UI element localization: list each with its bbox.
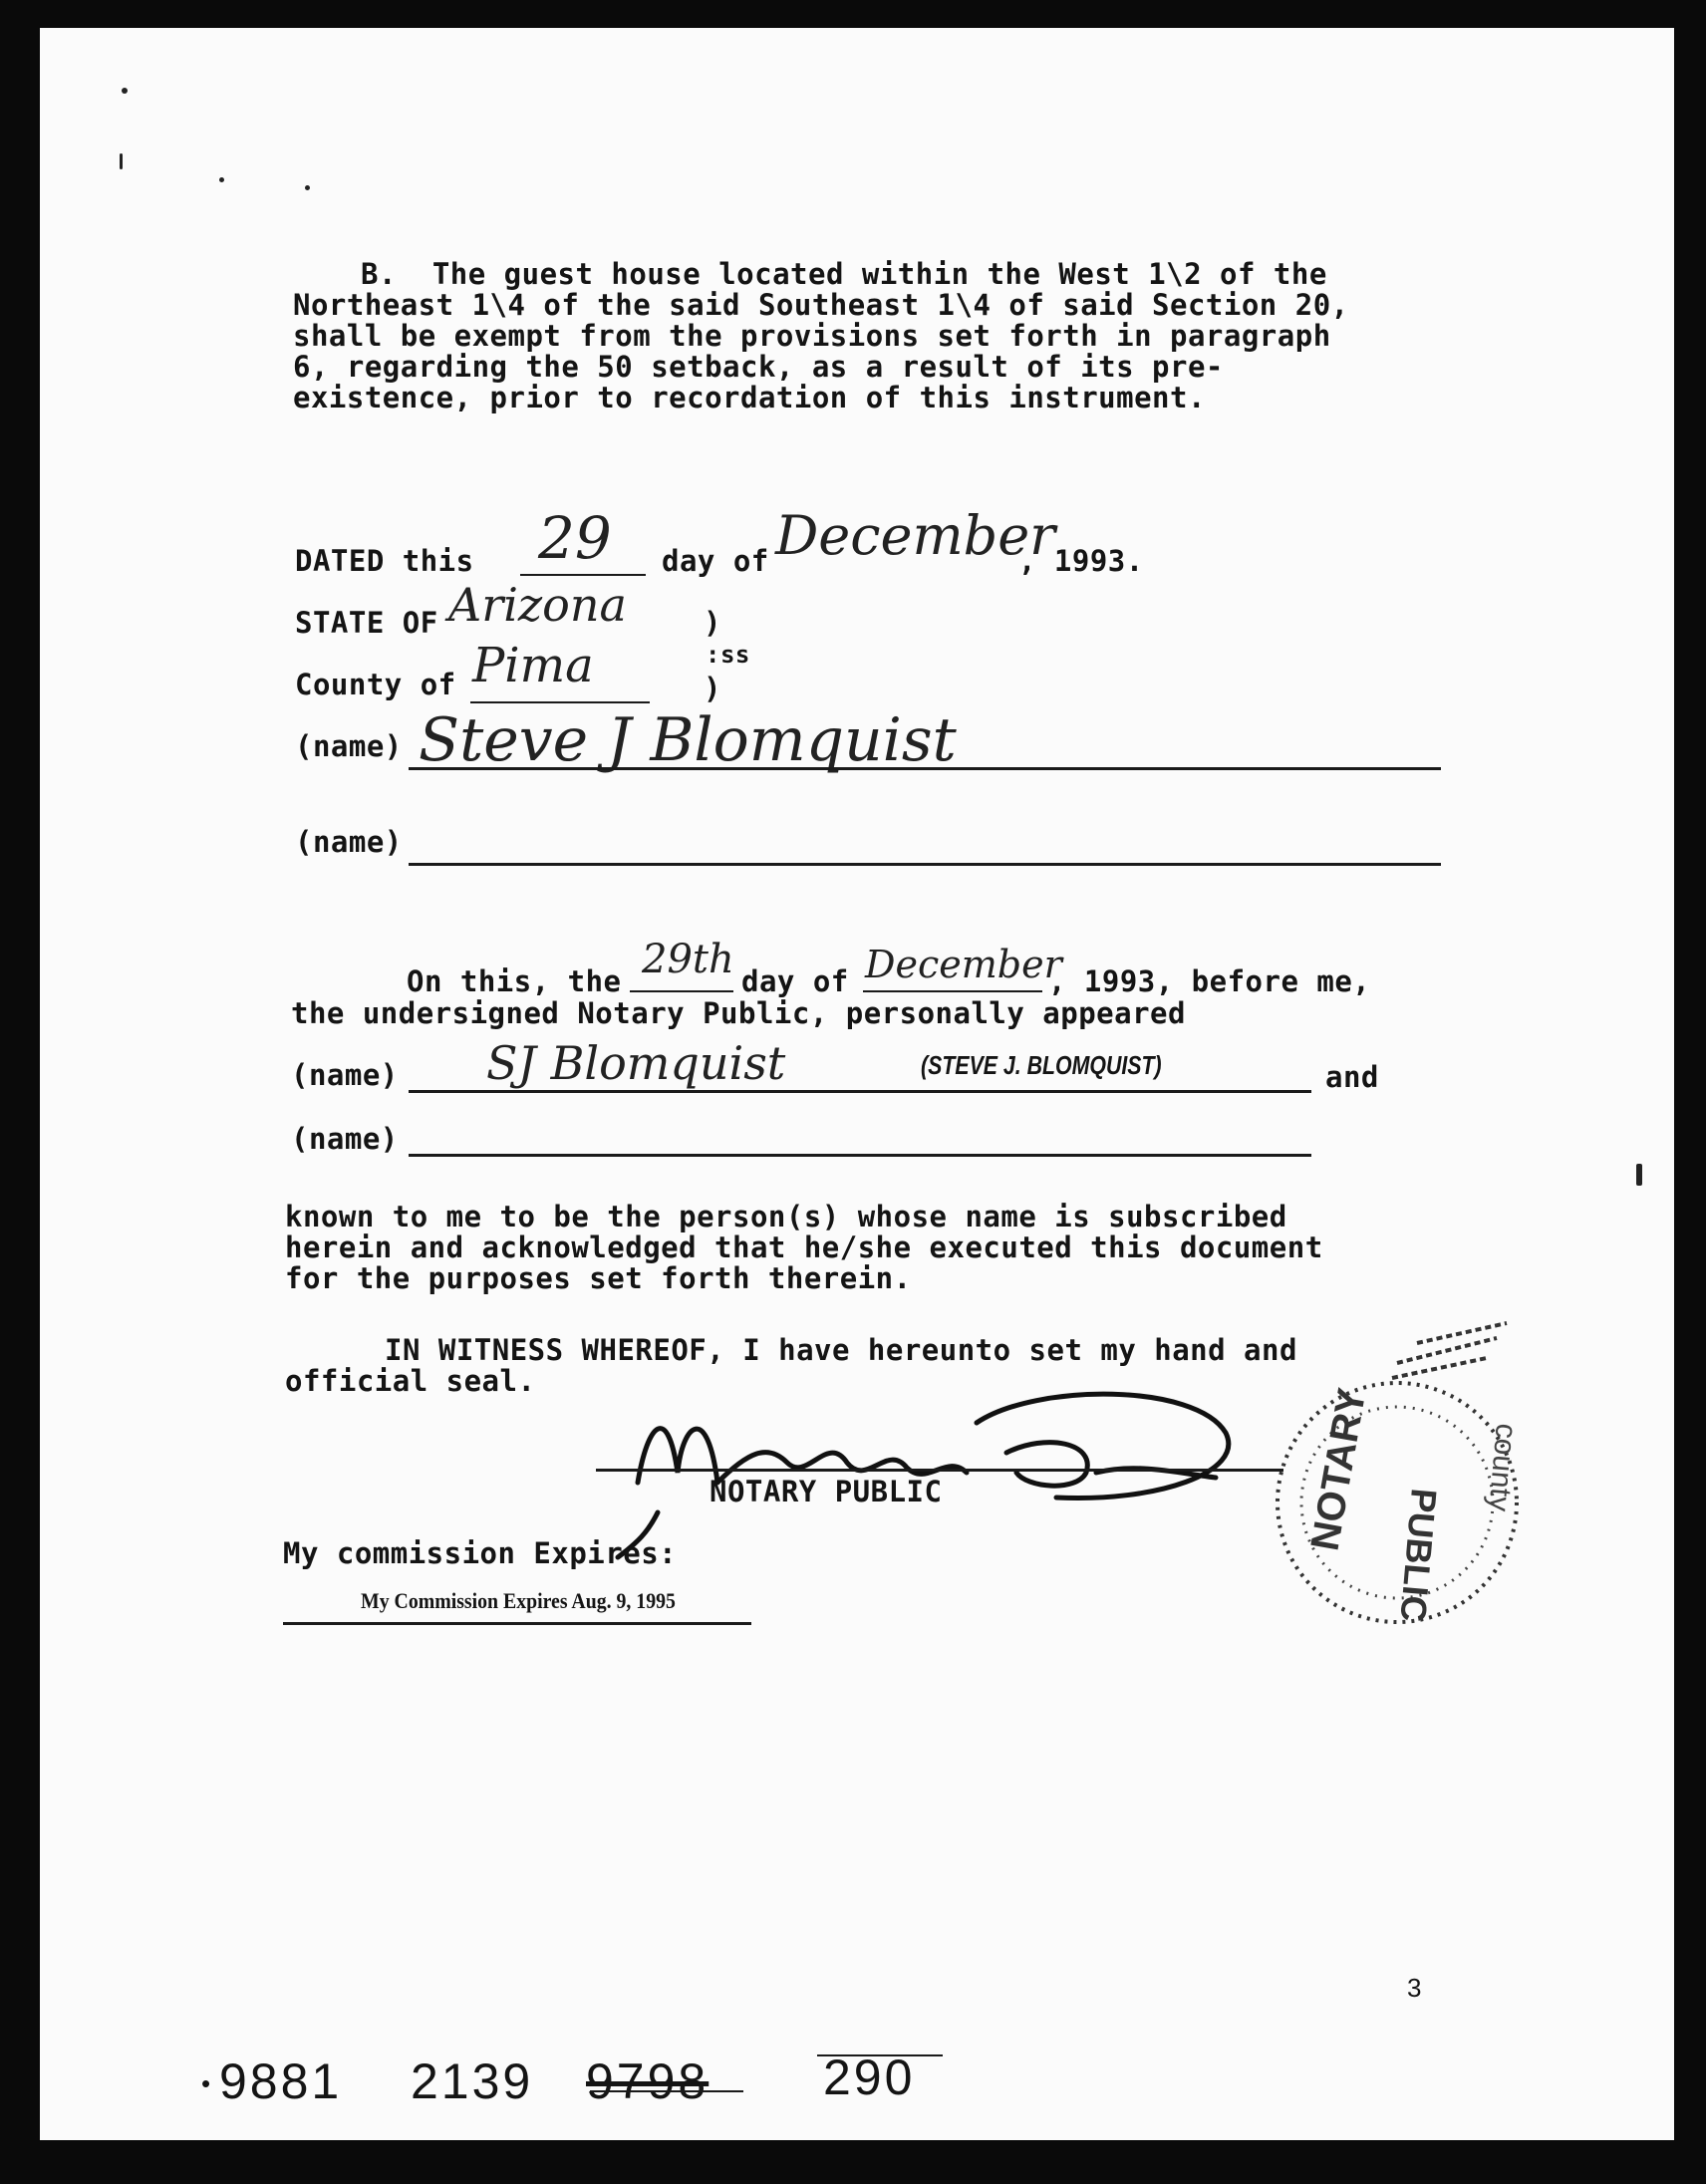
ack-line-2: the undersigned Notary Public, personally appeared xyxy=(291,996,1186,1030)
state-value-handwritten: Arizona xyxy=(448,578,627,632)
state-bracket: ) xyxy=(704,606,721,640)
known-line-1: known to me to be the person(s) whose name is subscribed xyxy=(285,1200,1287,1233)
footer-number-4: 290 xyxy=(823,2049,916,2105)
commission-line xyxy=(283,1622,751,1625)
county-value-handwritten: Pima xyxy=(472,638,594,693)
page-number: 3 xyxy=(1407,1973,1422,2003)
ack-month-handwritten: December xyxy=(865,943,1062,986)
state-label: STATE OF xyxy=(295,606,438,640)
county-label: County of xyxy=(295,668,456,701)
paragraph-b-line-1: B. The guest house located within the West 1\2 of the xyxy=(361,257,1327,291)
ack-name-label-2: (name) xyxy=(291,1122,399,1156)
dated-day-line xyxy=(520,574,646,576)
notary-seal xyxy=(1228,1303,1547,1662)
dated-prefix: DATED this xyxy=(295,544,474,578)
footer-number-2: 2139 xyxy=(411,2053,534,2109)
ack-name-suffix: and xyxy=(1325,1060,1379,1094)
document-page xyxy=(40,28,1674,2140)
footer-number-3: 9798 xyxy=(586,2053,710,2109)
county-value-line xyxy=(470,701,650,703)
ack-part-3: , 1993, before me, xyxy=(1048,964,1371,998)
name-label-2: (name) xyxy=(295,825,403,859)
name-line-1 xyxy=(409,767,1441,770)
footer-underline-1 xyxy=(590,2090,743,2092)
dated-middle: day of xyxy=(662,544,769,578)
name-label-1: (name) xyxy=(295,729,403,763)
ss-label: :ss xyxy=(706,641,750,669)
footer-overline-2 xyxy=(817,2054,943,2056)
ack-name-line-2 xyxy=(409,1154,1311,1157)
ack-name-label-1: (name) xyxy=(291,1058,399,1092)
notary-signature xyxy=(578,1363,1276,1562)
paragraph-b-line-5: existence, prior to recordation of this instrument. xyxy=(293,381,1206,414)
scan-speck xyxy=(1636,1164,1642,1186)
ack-name-line-1 xyxy=(409,1090,1311,1093)
witness-line-1: IN WITNESS WHEREOF, I have hereunto set my hand and xyxy=(385,1333,1297,1367)
known-line-2: herein and acknowledged that he/she executed this document xyxy=(285,1230,1323,1264)
paragraph-b-line-2: Northeast 1\4 of the said Southeast 1\4 of said Section 20, xyxy=(293,288,1349,322)
seal-text-top: NOTARY xyxy=(1302,1384,1375,1554)
witness-line-2: official seal. xyxy=(285,1364,536,1398)
paragraph-b-line-3: shall be exempt from the provisions set forth in paragraph xyxy=(293,319,1331,353)
ack-name-printed-1: (STEVE J. BLOMQUIST) xyxy=(921,1050,1162,1080)
notary-signature-line xyxy=(596,1469,1283,1472)
scan-speck xyxy=(122,88,128,94)
name-signature-1: Steve J Blomquist xyxy=(419,705,957,775)
ack-part-2: day of xyxy=(741,964,849,998)
seal-text-mid: PUBLIC xyxy=(1392,1487,1445,1624)
scan-speck xyxy=(120,153,123,169)
dated-year: , 1993. xyxy=(1018,544,1144,578)
paragraph-b-line-4: 6, regarding the 50 setback, as a result of its pre- xyxy=(293,350,1224,384)
notary-label: NOTARY PUBLIC xyxy=(710,1475,943,1508)
scan-speck xyxy=(219,177,224,182)
footer-number-1: 9881 xyxy=(219,2053,343,2109)
ack-part-1: On this, the xyxy=(407,964,622,998)
commission-label: My commission Expires: xyxy=(283,1536,678,1570)
footer-mark: • xyxy=(201,2068,211,2098)
name-line-2 xyxy=(409,863,1441,866)
known-line-3: for the purposes set forth therein. xyxy=(285,1261,912,1295)
county-bracket: ) xyxy=(704,672,721,705)
ack-day-handwritten: 29th xyxy=(642,937,734,982)
ack-day-line xyxy=(630,990,733,992)
scan-speck xyxy=(305,185,310,190)
ack-name-signature-1: SJ Blomquist xyxy=(486,1036,786,1090)
ack-month-line xyxy=(863,990,1042,992)
dated-month-handwritten: December xyxy=(775,504,1055,567)
seal-text-right: county xyxy=(1482,1422,1523,1513)
commission-stamp: My Commission Expires Aug. 9, 1995 xyxy=(361,1588,676,1613)
dated-day-handwritten: 29 xyxy=(538,504,612,572)
